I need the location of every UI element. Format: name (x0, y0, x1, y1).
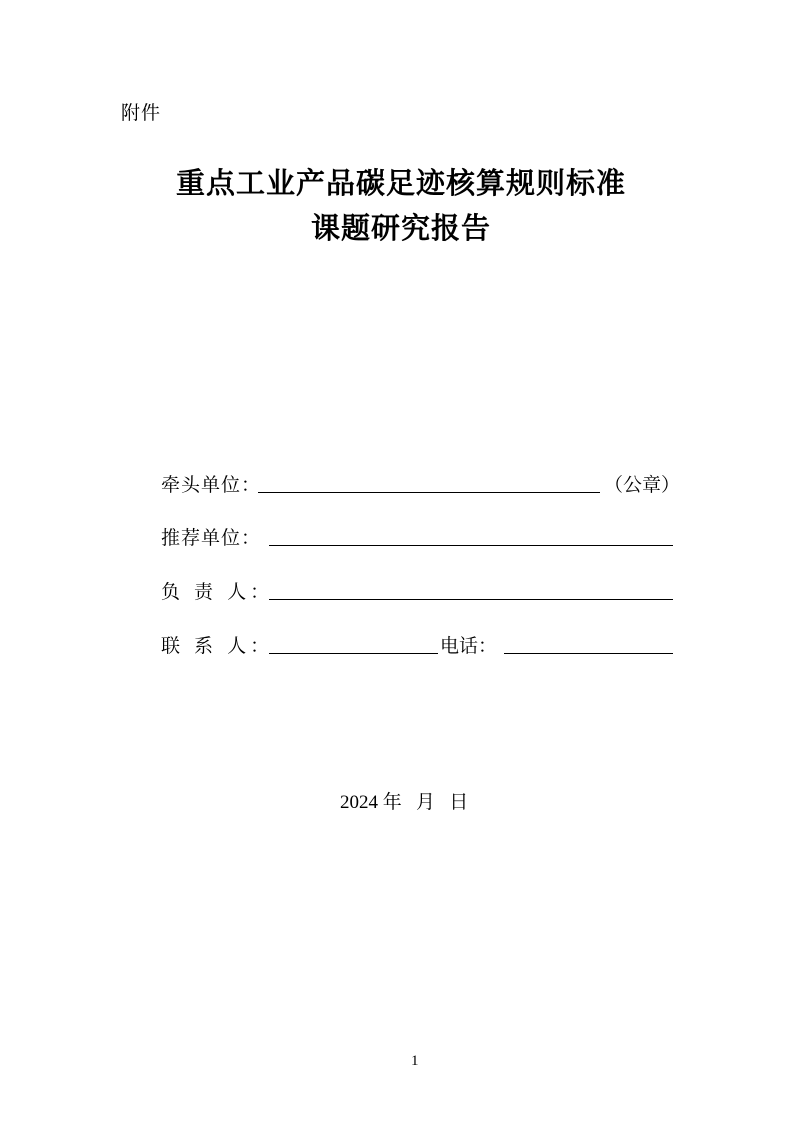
official-seal-note: （公章） (604, 474, 681, 496)
lead-unit-row (161, 470, 681, 500)
contact-person-field[interactable] (269, 631, 438, 654)
document-title-line1: 重点工业产品碳足迹核算规则标准 (176, 166, 627, 200)
lead-unit-field[interactable] (258, 470, 600, 493)
attachment-label: 附件 (121, 102, 162, 124)
page-number: 1 (411, 1053, 419, 1069)
recommend-unit-field[interactable] (269, 523, 673, 546)
phone-field[interactable] (504, 631, 673, 654)
responsible-person-field[interactable] (269, 577, 673, 600)
recommend-unit-label: 推荐单位： (161, 527, 262, 549)
report-date: 2024 年 月 日 (340, 792, 469, 813)
lead-unit-label: 牵头单位： (161, 474, 262, 496)
responsible-person-row (161, 577, 681, 607)
responsible-person-label: 负 责 人： (161, 581, 274, 603)
phone-label: 电话： (440, 635, 498, 657)
recommend-unit-row (161, 523, 681, 553)
contact-person-label: 联 系 人： (161, 635, 274, 657)
document-title-line2: 课题研究报告 (311, 211, 492, 245)
contact-row (161, 631, 681, 661)
